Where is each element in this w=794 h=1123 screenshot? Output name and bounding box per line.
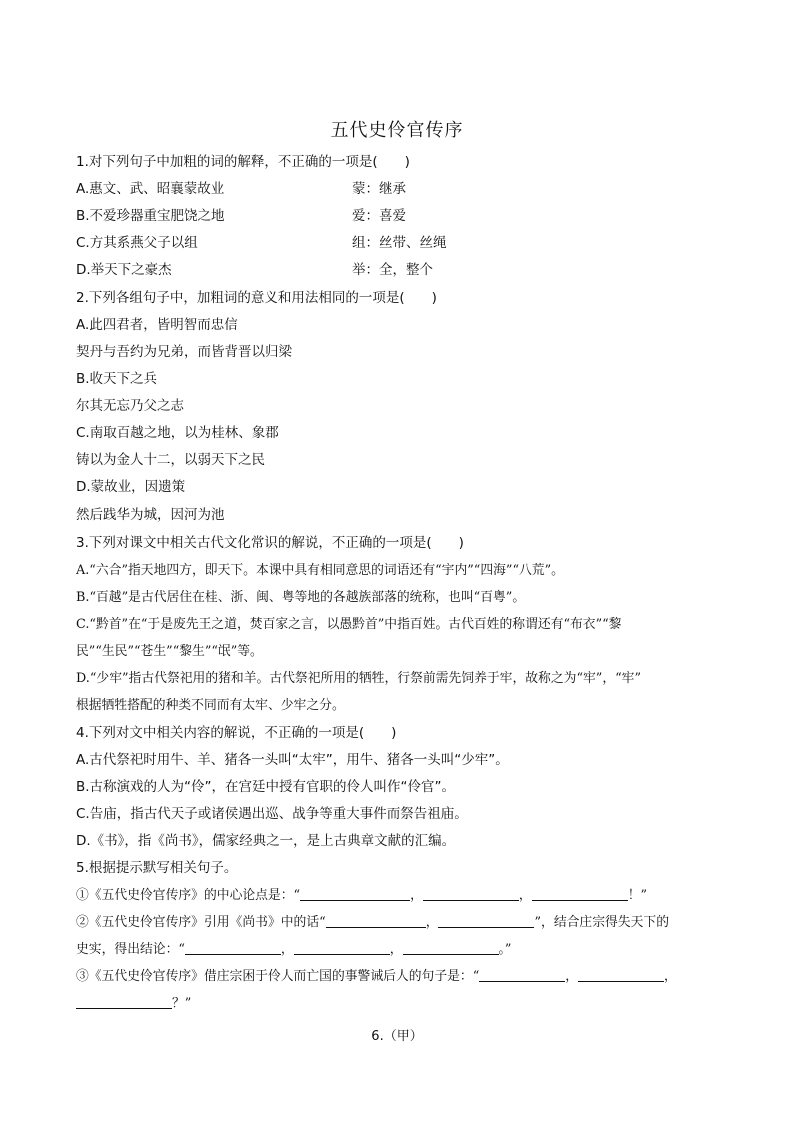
q2-line: B.收天下之兵 (76, 371, 158, 387)
q1-option-a-gloss: 蒙：继承 (352, 181, 406, 197)
answer-blank[interactable] (294, 940, 390, 955)
q4-option-a: A.古代祭祀时用牛、羊、猪各一头叫“太牢”，用牛、猪各一头叫“少牢”。 (76, 752, 509, 768)
answer-blank[interactable] (438, 913, 534, 928)
q2-stem: 2.下列各组句子中，加粗词的意义和用法相同的一项是( ) (76, 290, 437, 306)
separator: ， (565, 969, 579, 984)
closing-mark: ？” (172, 996, 192, 1011)
q2-line: 然后践华为城，因河为池 (76, 507, 225, 523)
q3-option-d: D.“少牢”指古代祭祀用的猪和羊。古代祭祀所用的牺牲，行祭前需先饲养于牢，故称之为“牢”，“牢” (76, 671, 641, 686)
q2-line: 契丹与吾约为兄弟，而皆背晋以归梁 (76, 344, 292, 360)
q1-option-d-text: D.举天下之豪杰 (76, 262, 172, 278)
answer-blank[interactable] (578, 967, 664, 982)
q2-line: A.此四君者，皆明智而忠信 (76, 317, 238, 333)
q1-option-b-text: B.不爱珍器重宝肥饶之地 (76, 208, 225, 224)
q5-stem: 5.根据提示默写相关句子。 (76, 860, 238, 876)
q5-item-2 (76, 913, 669, 932)
answer-blank[interactable] (532, 886, 628, 901)
answer-blank[interactable] (185, 940, 281, 955)
q2-line: D.蒙故业，因遗策 (76, 479, 186, 495)
q5-item-3-cont (76, 994, 191, 1013)
q5-item-1 (76, 886, 647, 905)
q3-option-b: B.“百越”是古代居住在桂、浙、闽、粤等地的各越族部落的统称，也叫“百粤”。 (76, 590, 526, 605)
answer-blank[interactable] (326, 913, 426, 928)
page-title: 五代史伶官传序 (330, 120, 464, 141)
answer-blank[interactable] (403, 940, 499, 955)
q4-stem: 4.下列对文中相关内容的解说，不正确的一项是( ) (76, 725, 397, 741)
page-footer: 6.（甲） (371, 1029, 423, 1044)
separator: ， (664, 969, 677, 984)
q1-option-b-gloss: 爱：喜爱 (352, 208, 406, 224)
q5-item-3-prompt: ③《五代史伶官传序》借庄宗困于伶人而亡国的事警诫后人的句子是：“ (76, 969, 480, 984)
q2-line: 尔其无忘乃父之志 (76, 398, 184, 414)
answer-blank[interactable] (479, 967, 565, 982)
separator: ， (425, 915, 439, 930)
q1-option-a-text: A.惠文、武、昭襄蒙故业 (76, 181, 225, 197)
q4-option-c: C.告庙，指古代天子或诸侯遇出巡、战争等重大事件而祭告祖庙。 (76, 806, 468, 822)
q2-line: 铸以为金人十二，以弱天下之民 (76, 452, 265, 468)
q3-option-c: C.“黔首”在“于是废先王之道，焚百家之言，以愚黔首”中指百姓。古代百姓的称谓还有“布衣”“黎 (76, 617, 622, 632)
closing-mark: ！” (627, 888, 648, 903)
q4-option-b: B.古称演戏的人为“伶”，在宫廷中授有官职的伶人叫作“伶官”。 (76, 779, 456, 795)
answer-blank[interactable] (423, 886, 519, 901)
q1-option-c-text: C.方其系燕父子以组 (76, 235, 198, 251)
q3-option-d-cont: 根据牺牲搭配的种类不同而有太牢、少牢之分。 (76, 698, 345, 713)
q5-item-3 (76, 967, 677, 986)
q3-option-a: A.“六合”指天地四方，即天下。本课中具有相同意思的词语还有“宇内”“四海”“八荒”。 (76, 563, 564, 578)
q5-item-2-cont-prompt: 史实，得出结论：“ (76, 942, 185, 957)
separator: ， (389, 942, 403, 957)
q1-option-c-gloss: 组：丝带、丝绳 (352, 235, 447, 251)
q3-stem: 3.下列对课文中相关古代文化常识的解说，不正确的一项是( ) (76, 535, 464, 551)
separator: ， (518, 888, 532, 903)
q1-stem: 1.对下列句子中加粗的词的解释，不正确的一项是( ) (76, 154, 410, 170)
q5-item-2-cont (76, 940, 511, 959)
q5-item-1-prompt: ①《五代史伶官传序》的中心论点是：“ (76, 888, 301, 903)
separator: ， (280, 942, 294, 957)
answer-blank[interactable] (300, 886, 410, 901)
q4-option-d: D.《书》，指《尚书》，儒家经典之一，是上古典章文献的汇编。 (76, 833, 456, 849)
separator: ， (410, 888, 423, 903)
q5-item-2-post: ”，结合庄宗得失天下的 (534, 915, 669, 930)
answer-blank[interactable] (76, 994, 172, 1009)
closing-mark: 。” (498, 942, 512, 957)
q1-option-d-gloss: 举：全，整个 (352, 262, 433, 278)
q2-line: C.南取百越之地，以为桂林、象郡 (76, 425, 279, 441)
q3-option-c-cont: 民”“生民”“苍生”“黎生”“氓”等。 (76, 644, 263, 659)
q5-item-2-prompt: ②《五代史伶官传序》引用《尚书》中的话“ (76, 915, 326, 930)
